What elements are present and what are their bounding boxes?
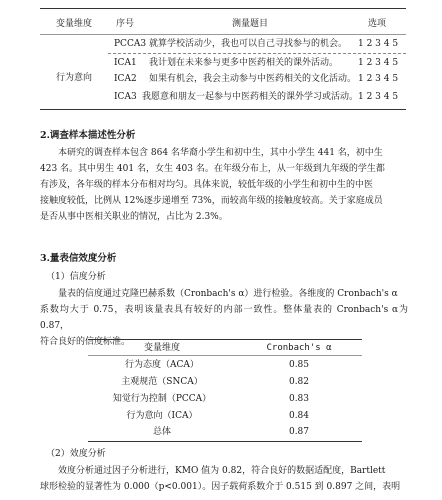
table-header-index: 序号 <box>116 19 135 29</box>
table-row-item: 就算学校活动少，我也可以自己寻找参与的机会。 <box>149 39 348 49</box>
table-row-item: 我愿意和朋友一起参与中医药相关的课外学习或活动。 <box>142 92 359 102</box>
paragraph-line: 符合良好的信度标准。 <box>40 337 131 347</box>
table-row-alpha: 0.84 <box>288 411 310 421</box>
table-row-code: ICA3 <box>114 92 137 102</box>
table-row-code: PCCA3 <box>114 39 147 49</box>
table-row-dim: 行为意向（ICA） <box>126 411 198 421</box>
paragraph-line: 是否从事中医相关职业的情况，占比为 2.3%。 <box>40 212 228 222</box>
paragraph-line: 有涉及，各年级的样本分布相对均匀。具体来说，较低年级的小学生和初中生的中医 <box>40 180 374 190</box>
section-heading: 2.调查样本描述性分析 <box>40 130 136 141</box>
paragraph-line: 接触度较低，比例从 12%逐步递增至 73%，而较高年级的接触度较高。关于家庭成员 <box>40 196 383 206</box>
paragraph-line: 系数均大于 0.75，表明该量表具有较好的内部一致性。整体量表的 Cronbach's α为 0.87， <box>40 305 408 331</box>
table-row-dim: 行为态度（ACA） <box>125 360 199 370</box>
table-row-alpha: 0.87 <box>288 427 310 437</box>
table-row-dim: 总体 <box>152 427 171 437</box>
table-row-item: 我计划在未来参与更多中医药相关的课外活动。 <box>149 58 339 68</box>
table-row-dim: 知觉行为控制（PCCA） <box>112 394 212 404</box>
table-header-options: 选项 <box>368 19 387 29</box>
table-row-dim: 主观规范（SNCA） <box>121 377 203 387</box>
table-row-options: 1 2 3 4 5 <box>358 92 399 102</box>
paragraph-line: 量表的信度通过克隆巴赫系数（Cronbach's α）进行检验。各维度的 Cronbach's α <box>58 289 398 299</box>
table-header-dimension: 变量维度 <box>143 343 180 353</box>
table-row-options: 1 2 3 4 5 <box>358 58 399 68</box>
table-row-options: 1 2 3 4 5 <box>358 74 399 84</box>
table-row-item: 如果有机会，我会主动参与中医药相关的文化活动。 <box>149 74 357 84</box>
table-row-options: 1 2 3 4 5 <box>358 39 399 49</box>
table-row-code: ICA1 <box>114 58 137 68</box>
section-paragraph <box>40 463 408 495</box>
section-paragraph <box>40 286 408 350</box>
table-header-dimension: 变量维度 <box>56 19 93 29</box>
table-row-alpha: 0.82 <box>288 377 310 387</box>
table-header-item: 测量题目 <box>232 19 269 29</box>
section-paragraph <box>40 145 408 225</box>
table-row-alpha: 0.83 <box>288 394 310 404</box>
paragraph-line: 423 名。其中男生 401 名，女生 403 名。在年级分布上，从一年级到九年级的学生都 <box>40 164 385 174</box>
paragraph-line: 球形检验的显著性为 0.000（p<0.001）。因子载荷系数介于 0.515 到 0.897 之间，表明 <box>40 482 401 492</box>
table-row-alpha: 0.85 <box>288 360 310 370</box>
table-header-alpha: Cronbach's α <box>266 343 332 353</box>
subsection-heading: （1）信度分析 <box>46 272 106 282</box>
subsection-heading: （2）效度分析 <box>46 449 106 459</box>
paragraph-line: 效度分析通过因子分析进行，KMO 值为 0.82，符合良好的数据适配度，Bartlett <box>58 466 386 476</box>
section-heading: 3.量表信效度分析 <box>40 253 117 264</box>
paragraph-line: 本研究的调查样本包含 864 名华裔小学生和初中生，其中小学生 441 名，初中生 <box>58 148 383 158</box>
group-label: 行为意向 <box>56 73 93 83</box>
table-row-code: ICA2 <box>114 74 137 84</box>
